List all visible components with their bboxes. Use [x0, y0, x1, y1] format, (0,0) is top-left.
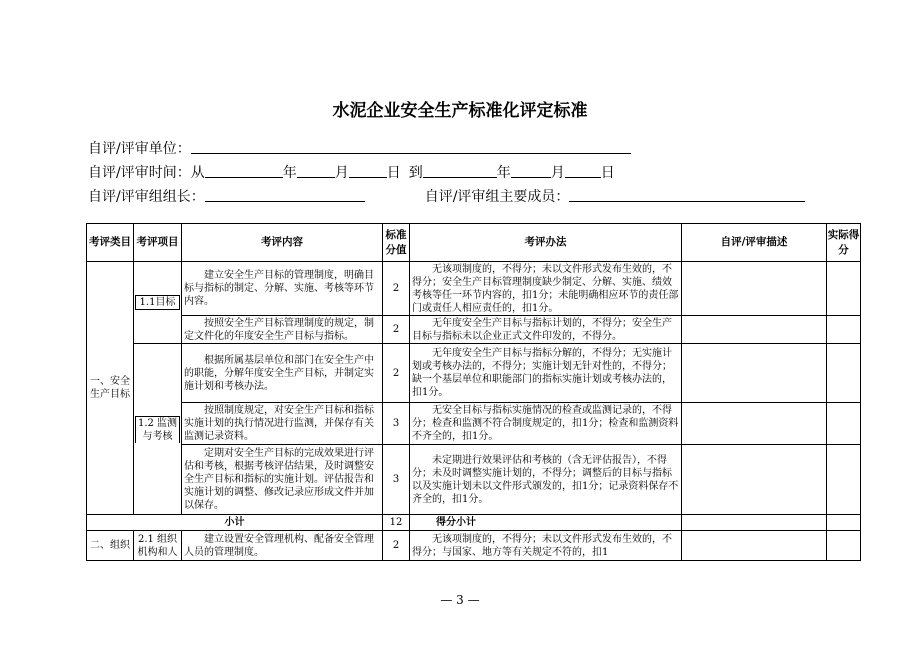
actual-score-cell[interactable]: [827, 344, 861, 403]
day-label: 日: [386, 165, 401, 181]
to-label: 到: [408, 165, 423, 181]
method-cell: 无该项制度的，不得分；未以文件形式发布生效的，不得分；与国家、地方等有关规定不符的，扣1: [410, 531, 682, 561]
year-label: 年: [282, 165, 297, 181]
method-cell: 无该项制度的，不得分；未以文件形式发布生效的，不得分；安全生产目标管理制度缺少制定、分解、实施、绩效考核等任一环节内容的，扣1分；未能明确相应环节的责任部门或责任人相应责任的，扣1分。: [410, 262, 682, 316]
subtotal-actual-cell[interactable]: [827, 515, 861, 531]
subtotal-desc-cell[interactable]: [682, 515, 827, 531]
content-cell: 按照安全生产目标管理制度的规定，制定文件化的年度安全生产目标与指标。: [182, 316, 383, 344]
start-month-blank: [297, 163, 335, 178]
table-row: [87, 403, 861, 445]
header-content: 考评内容: [182, 224, 383, 262]
month-label: 月: [334, 165, 349, 181]
evaluation-table: [86, 223, 861, 561]
actual-score-cell[interactable]: [827, 262, 861, 316]
content-cell: 按照制度规定，对安全生产目标和指标实施计划的执行情况进行监测，并保存有关监测记录资料。: [182, 403, 383, 445]
method-cell: 无年度安全生产目标与指标分解的，不得分；无实施计划或考核办法的，不得分；实施计划无针对性的，不得分；缺一个基层单位和职能部门的指标实施计划或考核办法的，扣1分。: [410, 344, 682, 403]
method-cell: 无年度安全生产目标与指标计划的，不得分；安全生产目标与指标未以企业正式文件印发的，不得分。: [410, 316, 682, 344]
info-line-leader: [88, 186, 805, 206]
month-label-2: 月: [550, 165, 565, 181]
item-cell: 1.1目标: [134, 262, 182, 344]
subtotal-score: 12: [383, 515, 410, 531]
table-row: [87, 262, 861, 316]
end-year-blank: [423, 163, 497, 178]
start-day-blank: [349, 163, 387, 178]
leader-label: 自评/评审组组长：: [88, 189, 205, 205]
actual-score-cell[interactable]: [827, 531, 861, 561]
unit-blank: [191, 139, 631, 154]
unit-label: 自评/评审单位：: [88, 141, 191, 157]
time-label: 自评/评审时间：从: [88, 165, 205, 181]
score-cell: 2: [383, 262, 410, 316]
method-cell: 无安全目标与指标实施情况的检查或监测记录的，不得分；检查和监测不符合制度规定的，扣1分；检查和监测资料不齐全的，扣1分。: [410, 403, 682, 445]
item-cell: 1.2 监测与考核: [134, 344, 182, 515]
header-category: 考评类目: [87, 224, 134, 262]
desc-cell[interactable]: [682, 403, 827, 445]
category-cell: 二、组织: [87, 531, 134, 561]
year-label-2: 年: [496, 165, 511, 181]
table-row: [87, 445, 861, 515]
header-desc: 自评/评审描述: [682, 224, 827, 262]
content-cell: 建立设置安全管理机构、配备安全管理人员的管理制度。: [182, 531, 383, 561]
end-month-blank: [511, 163, 551, 178]
score-cell: 3: [383, 445, 410, 515]
leader-blank: [205, 187, 365, 202]
subtotal-method: 得分小计: [410, 515, 682, 531]
info-line-unit: [88, 138, 631, 158]
table-row: [87, 316, 861, 344]
actual-score-cell[interactable]: [827, 445, 861, 515]
subtotal-row: [87, 515, 861, 531]
actual-score-cell[interactable]: [827, 403, 861, 445]
item-cell: 2.1 组织机构和人: [134, 531, 182, 561]
page-number: — 3 —: [440, 593, 480, 607]
header-method: 考评办法: [410, 224, 682, 262]
header-row: [87, 224, 861, 262]
desc-cell[interactable]: [682, 344, 827, 403]
table-row: [87, 531, 861, 561]
members-blank: [569, 187, 805, 202]
content-cell: 建立安全生产目标的管理制度，明确目标与指标的制定、分解、实施、考核等环节内容。: [182, 262, 383, 316]
table-row: [87, 344, 861, 403]
header-actual: 实际得分: [827, 224, 861, 262]
day-label-2: 日: [600, 165, 615, 181]
header-item: 考评项目: [134, 224, 182, 262]
document-title: 水泥企业安全生产标准化评定标准: [332, 101, 588, 121]
members-label: 自评/评审组主要成员：: [424, 189, 570, 205]
actual-score-cell[interactable]: [827, 316, 861, 344]
desc-cell[interactable]: [682, 316, 827, 344]
end-day-blank: [565, 163, 601, 178]
method-cell: 未定期进行效果评估和考核的（含无评估报告），不得分；未及时调整实施计划的，不得分；调整后的目标与指标以及实施计划未以文件形式颁发的，扣1分；记录资料保存不齐全的，扣1分。: [410, 445, 682, 515]
score-cell: 3: [383, 403, 410, 445]
score-cell: 2: [383, 344, 410, 403]
info-line-time: [88, 162, 615, 182]
subtotal-label: 小计: [87, 515, 383, 531]
header-score: 标准分值: [383, 224, 410, 262]
desc-cell[interactable]: [682, 262, 827, 316]
score-cell: 2: [383, 531, 410, 561]
category-cell: 一、安全生产目标: [87, 262, 134, 515]
desc-cell[interactable]: [682, 531, 827, 561]
start-year-blank: [205, 163, 283, 178]
desc-cell[interactable]: [682, 445, 827, 515]
score-cell: 2: [383, 316, 410, 344]
content-cell: 定期对安全生产目标的完成效果进行评估和考核，根据考核评估结果，及时调整安全生产目标和指标的实施计划。评估报告和实施计划的调整、修改记录应形成文件并加以保存。: [182, 445, 383, 515]
content-cell: 根据所属基层单位和部门在安全生产中的职能，分解年度安全生产目标，并制定实施计划和考核办法。: [182, 344, 383, 403]
